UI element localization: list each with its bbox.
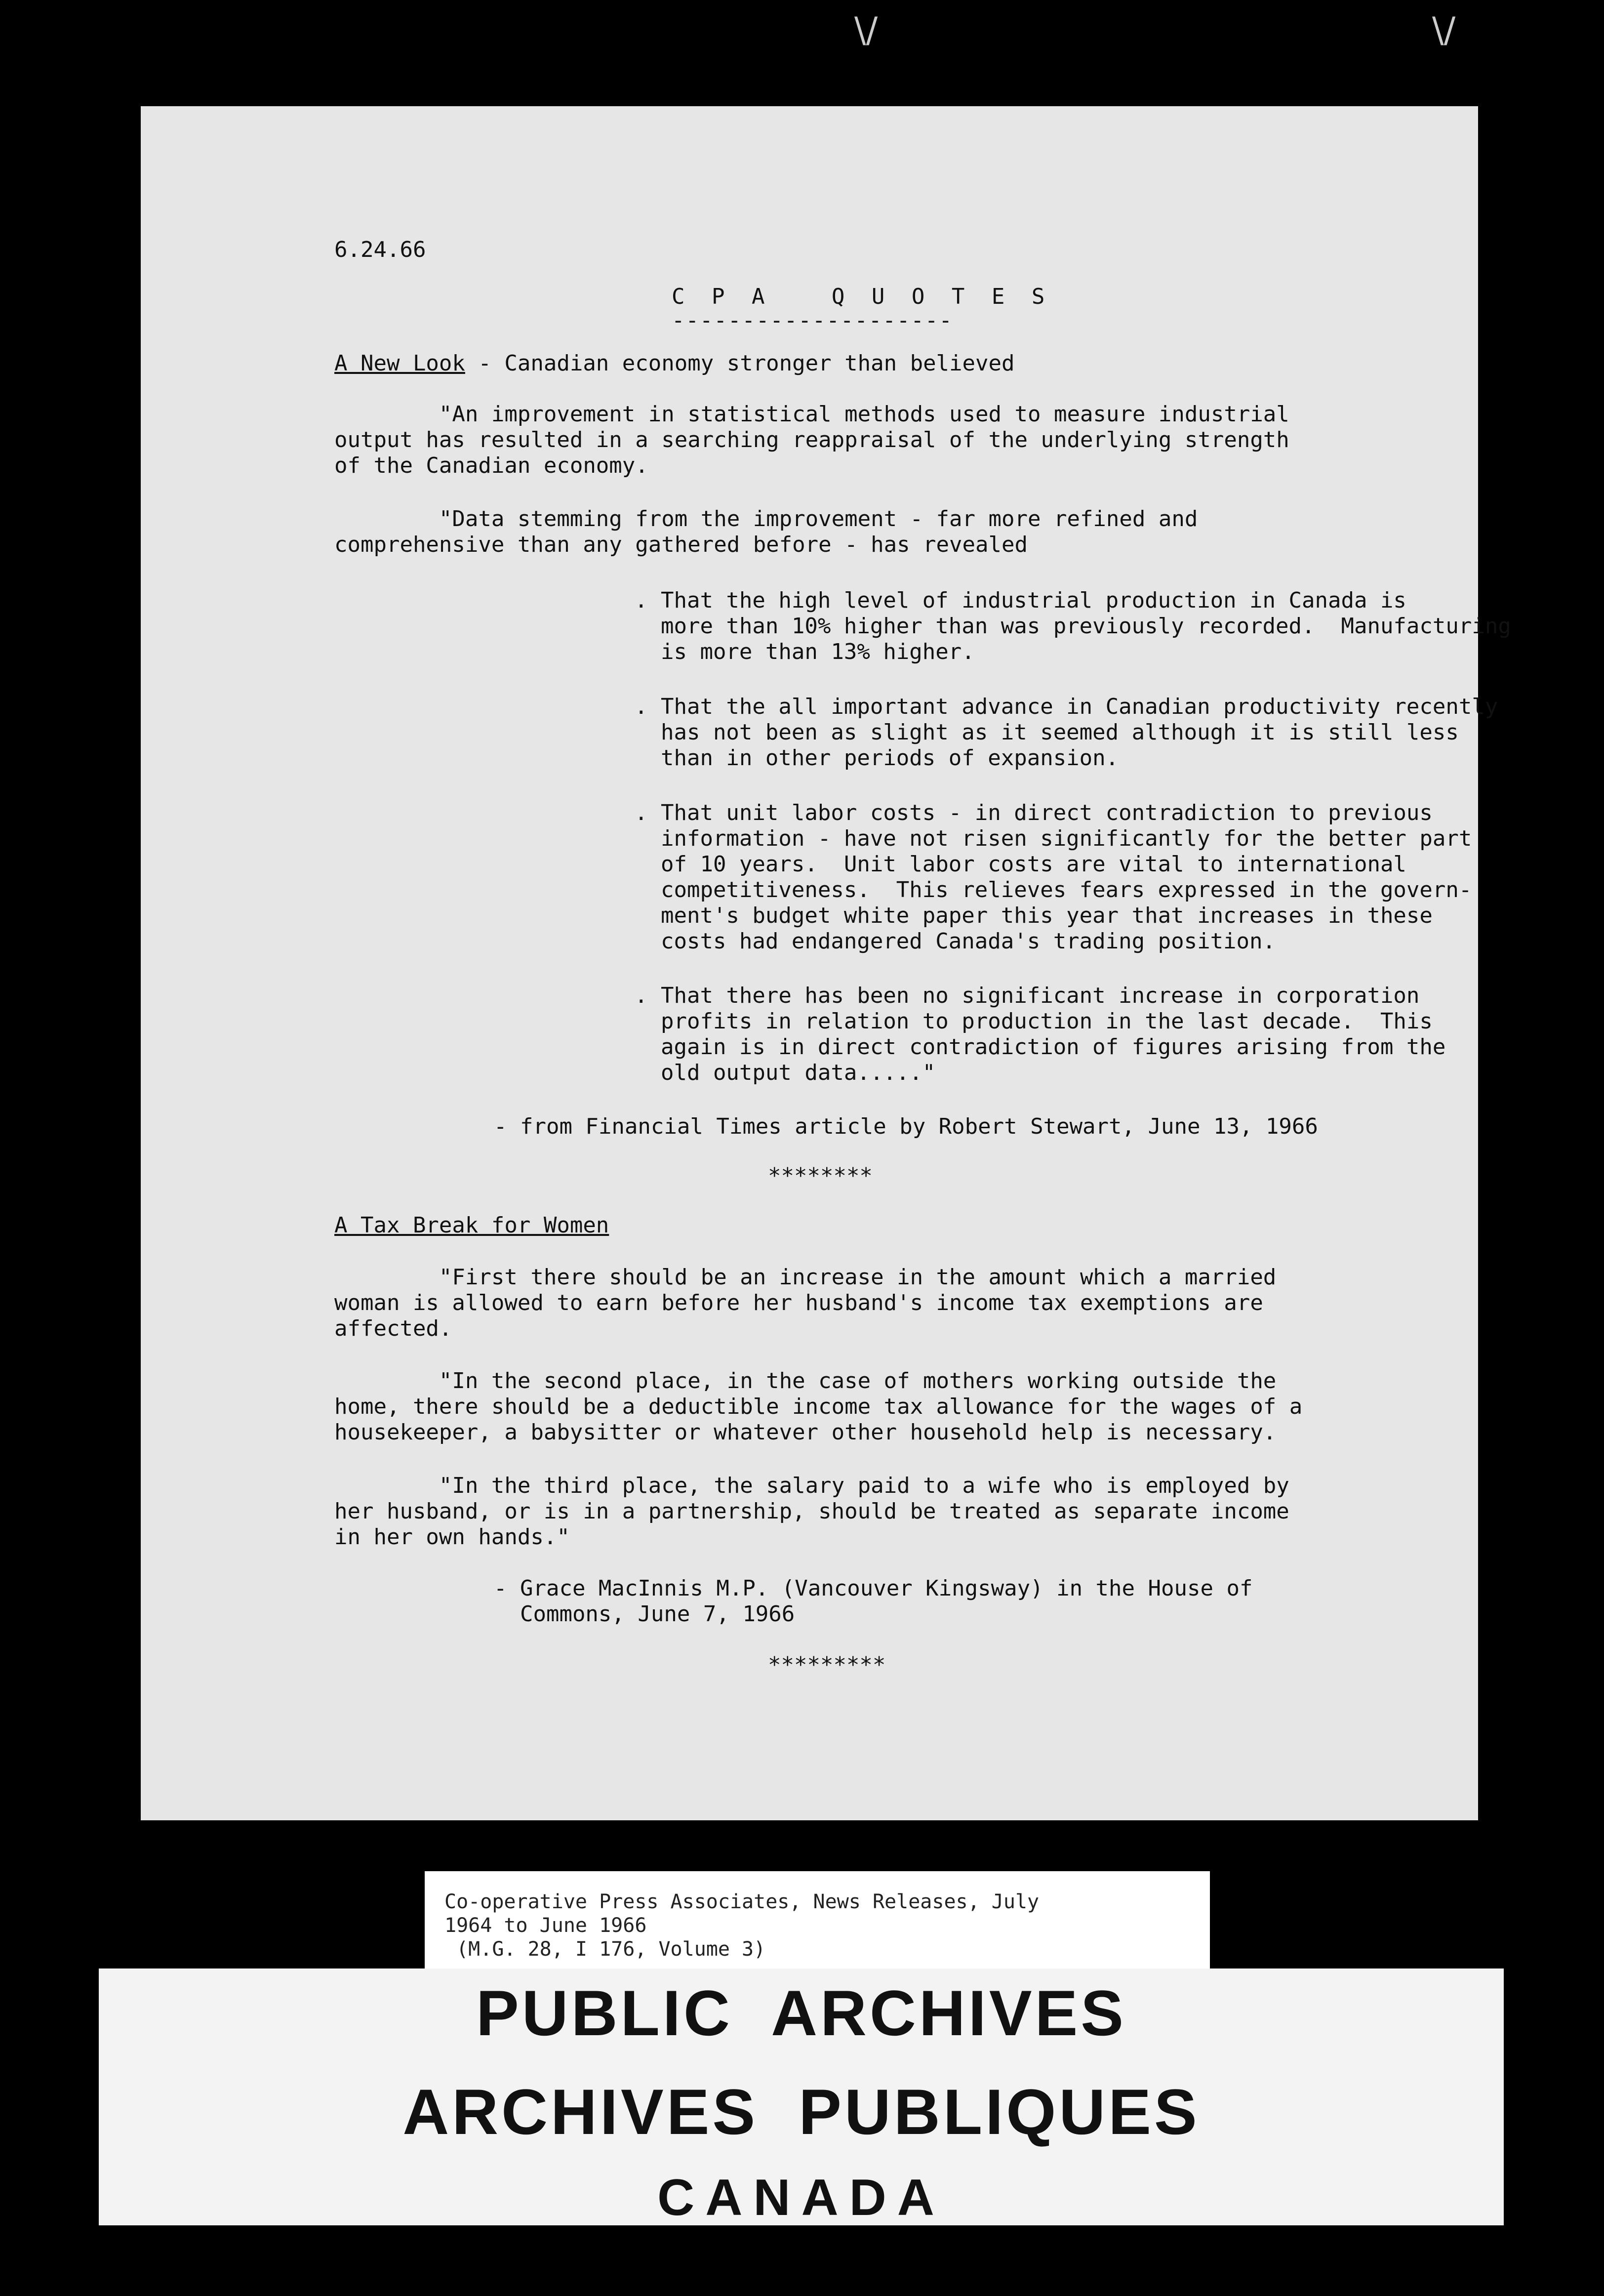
archives-line-country: CANADA [657,2169,945,2226]
film-check-mark-right: \/ [1432,10,1456,50]
bullet1-line2: more than 10% higher than was previously recorded. Manufacturing [635,614,1511,639]
bullet3-line1: . That unit labor costs - in direct contradiction to previous [635,800,1433,825]
section2-p3-line1: "In the third place, the salary paid to a wife who is employed by [334,1473,1289,1498]
bullet2-line1: . That the all important advance in Canadian productivity recently [635,694,1498,719]
section2-p2-line2: home, there should be a deductible income tax allowance for the wages of a [334,1394,1303,1419]
section1-subheading: - Canadian economy stronger than believed [465,351,1015,376]
section2-p1-line2: woman is allowed to earn before her husband's income tax exemptions are [334,1290,1263,1315]
section1-p1-line2: output has resulted in a searching reappraisal of the underlying strength [334,427,1289,452]
section1-p2-line2: comprehensive than any gathered before - has revealed [334,532,1028,557]
section2-p1-line1: "First there should be an increase in the amount which a married [334,1265,1277,1290]
section1-heading: A New Look [334,351,465,376]
bullet2-line3: than in other periods of expansion. [635,745,1119,771]
section2-heading: A Tax Break for Women [334,1213,609,1238]
section2-separator: ********* [768,1652,886,1678]
section2-p2-line3: housekeeper, a babysitter or whatever other household help is necessary. [334,1420,1277,1445]
archive-reference-card [425,1871,1210,1970]
section1-p1-line1: "An improvement in statistical methods used to measure industrial [334,402,1289,427]
reference-line3: (M.G. 28, I 176, Volume 3) [444,1938,766,1961]
section1-p1-line3: of the Canadian economy. [334,453,648,478]
document-date: 6.24.66 [334,237,426,262]
section2-p1-line3: affected. [334,1316,452,1341]
reference-line1: Co-operative Press Associates, News Releases, July [444,1890,1040,1913]
archives-line-english: PUBLIC ARCHIVES [476,1977,1126,2049]
section2-attribution-line2: Commons, June 7, 1966 [494,1601,795,1627]
bullet2-line2: has not been as slight as it seemed although it is still less [635,720,1459,745]
document-title: C P A Q U O T E S [672,284,1052,309]
bullet1-line1: . That the high level of industrial production in Canada is [635,588,1406,613]
bullet1-line3: is more than 13% higher. [635,639,975,664]
section1-p2-line1: "Data stemming from the improvement - far more refined and [334,506,1198,532]
bullet3-line5: ment's budget white paper this year that increases in these [635,903,1433,928]
bullet4-line1: . That there has been no significant increase in corporation [635,983,1420,1008]
bullet4-line3: again is in direct contradiction of figures arising from the [635,1034,1446,1060]
section2-p3-line2: her husband, or is in a partnership, should be treated as separate income [334,1499,1289,1524]
section2-p2-line1: "In the second place, in the case of mothers working outside the [334,1368,1277,1394]
reference-line2: 1964 to June 1966 [444,1914,647,1937]
section1-heading-line [334,351,1015,376]
bullet4-line2: profits in relation to production in the last decade. This [635,1009,1433,1034]
section2-attribution-line1: - Grace MacInnis M.P. (Vancouver Kingsway) in the House of [494,1576,1253,1601]
bullet3-line3: of 10 years. Unit labor costs are vital to international [635,852,1406,877]
bullet3-line6: costs had endangered Canada's trading position. [635,929,1276,954]
archives-line-french: ARCHIVES PUBLIQUES [402,2076,1200,2148]
public-archives-banner [99,1968,1504,2225]
section1-attribution: - from Financial Times article by Robert Stewart, June 13, 1966 [494,1114,1318,1139]
bullet4-line4: old output data....." [635,1060,936,1085]
title-underline: -------------------- [672,308,953,333]
bullet3-line2: information - have not risen significantly for the better part [635,826,1472,851]
bullet3-line4: competitiveness. This relieves fears expressed in the govern- [635,877,1472,902]
typed-document-page [141,106,1511,1820]
film-check-mark-left: \/ [854,10,878,50]
section1-separator: ******** [768,1163,873,1189]
section2-p3-line3: in her own hands." [334,1524,570,1550]
